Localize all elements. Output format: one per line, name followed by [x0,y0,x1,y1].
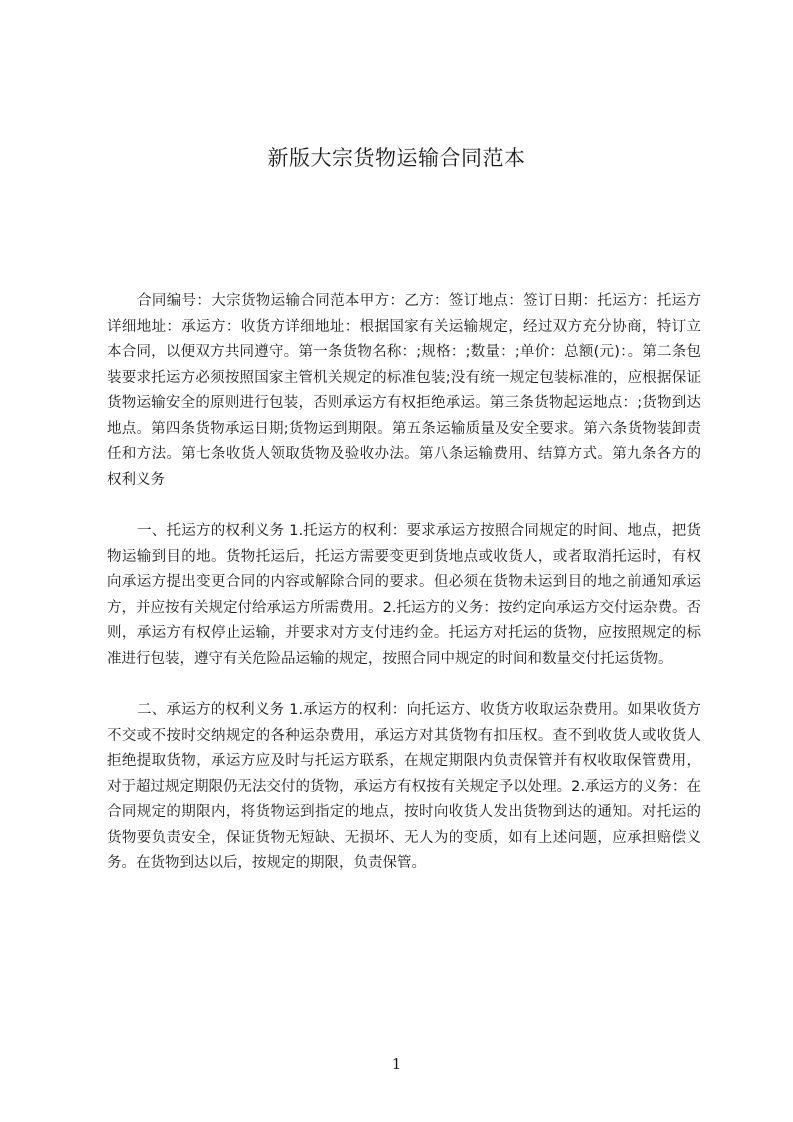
document-title: 新版大宗货物运输合同范本 [267,146,526,170]
paragraph-contract-header: 合同编号：大宗货物运输合同范本甲方：乙方：签订地点：签订日期：托运方：托运方详细地址：承运方：收货方详细地址：根据国家有关运输规定，经过双方充分协商，特订立本合同，以便双方共同遵守。第一条货物名称：;规格：;数量：;单价：总额(元)：。第二条包装要求托运方必须按照国家主管机关规定的标准包装;没有统一规定包装标准的，应根据保证货物运输安全的原则进行包装，否则承运方有权拒绝承运。第三条货物起运地点：;货物到达地点。第四条货物承运日期;货物运到期限。第五条运输质量及安全要求。第六条货物装卸责任和方法。第七条收货人领取货物及验收办法。第八条运输费用、结算方式。第九条各方的权利义务 [107,293,701,488]
page-number: 1 [391,1055,402,1073]
paragraph-shipper-rights: 一、托运方的权利义务 1.托运方的权利：要求承运方按照合同规定的时间、地点，把货物运输到目的地。货物托运后，托运方需要变更到货地点或收货人，或者取消托运时，有权向承运方提出变更合同的内容或解除合同的要求。但必须在货物未运到目的地之前通知承运方，并应按有关规定付给承运方所需费用。2.托运方的义务：按约定向承运方交付运杂费。否则，承运方有权停止运输，并要求对方支付违约金。托运方对托运的货物，应按照规定的标准进行包装，遵守有关危险品运输的规定，按照合同中规定的时间和数量交付托运货物。 [107,523,701,667]
paragraph-carrier-rights: 二、承运方的权利义务 1.承运方的权利：向托运方、收货方收取运杂费用。如果收货方不交或不按时交纳规定的各种运杂费用，承运方对其货物有扣压权。查不到收货人或收货人拒绝提取货物，承运方应及时与托运方联系，在规定期限内负责保管并有权收取保管费用，对于超过规定期限仍无法交付的货物，承运方有权按有关规定予以处理。2.承运方的义务：在合同规定的期限内，将货物运到指定的地点，按时向收货人发出货物到达的通知。对托运的货物要负责安全，保证货物无短缺、无损坏、无人为的变质，如有上述问题，应承担赔偿义务。在货物到达以后，按规定的期限，负责保管。 [107,702,701,871]
document-body [107,289,701,903]
